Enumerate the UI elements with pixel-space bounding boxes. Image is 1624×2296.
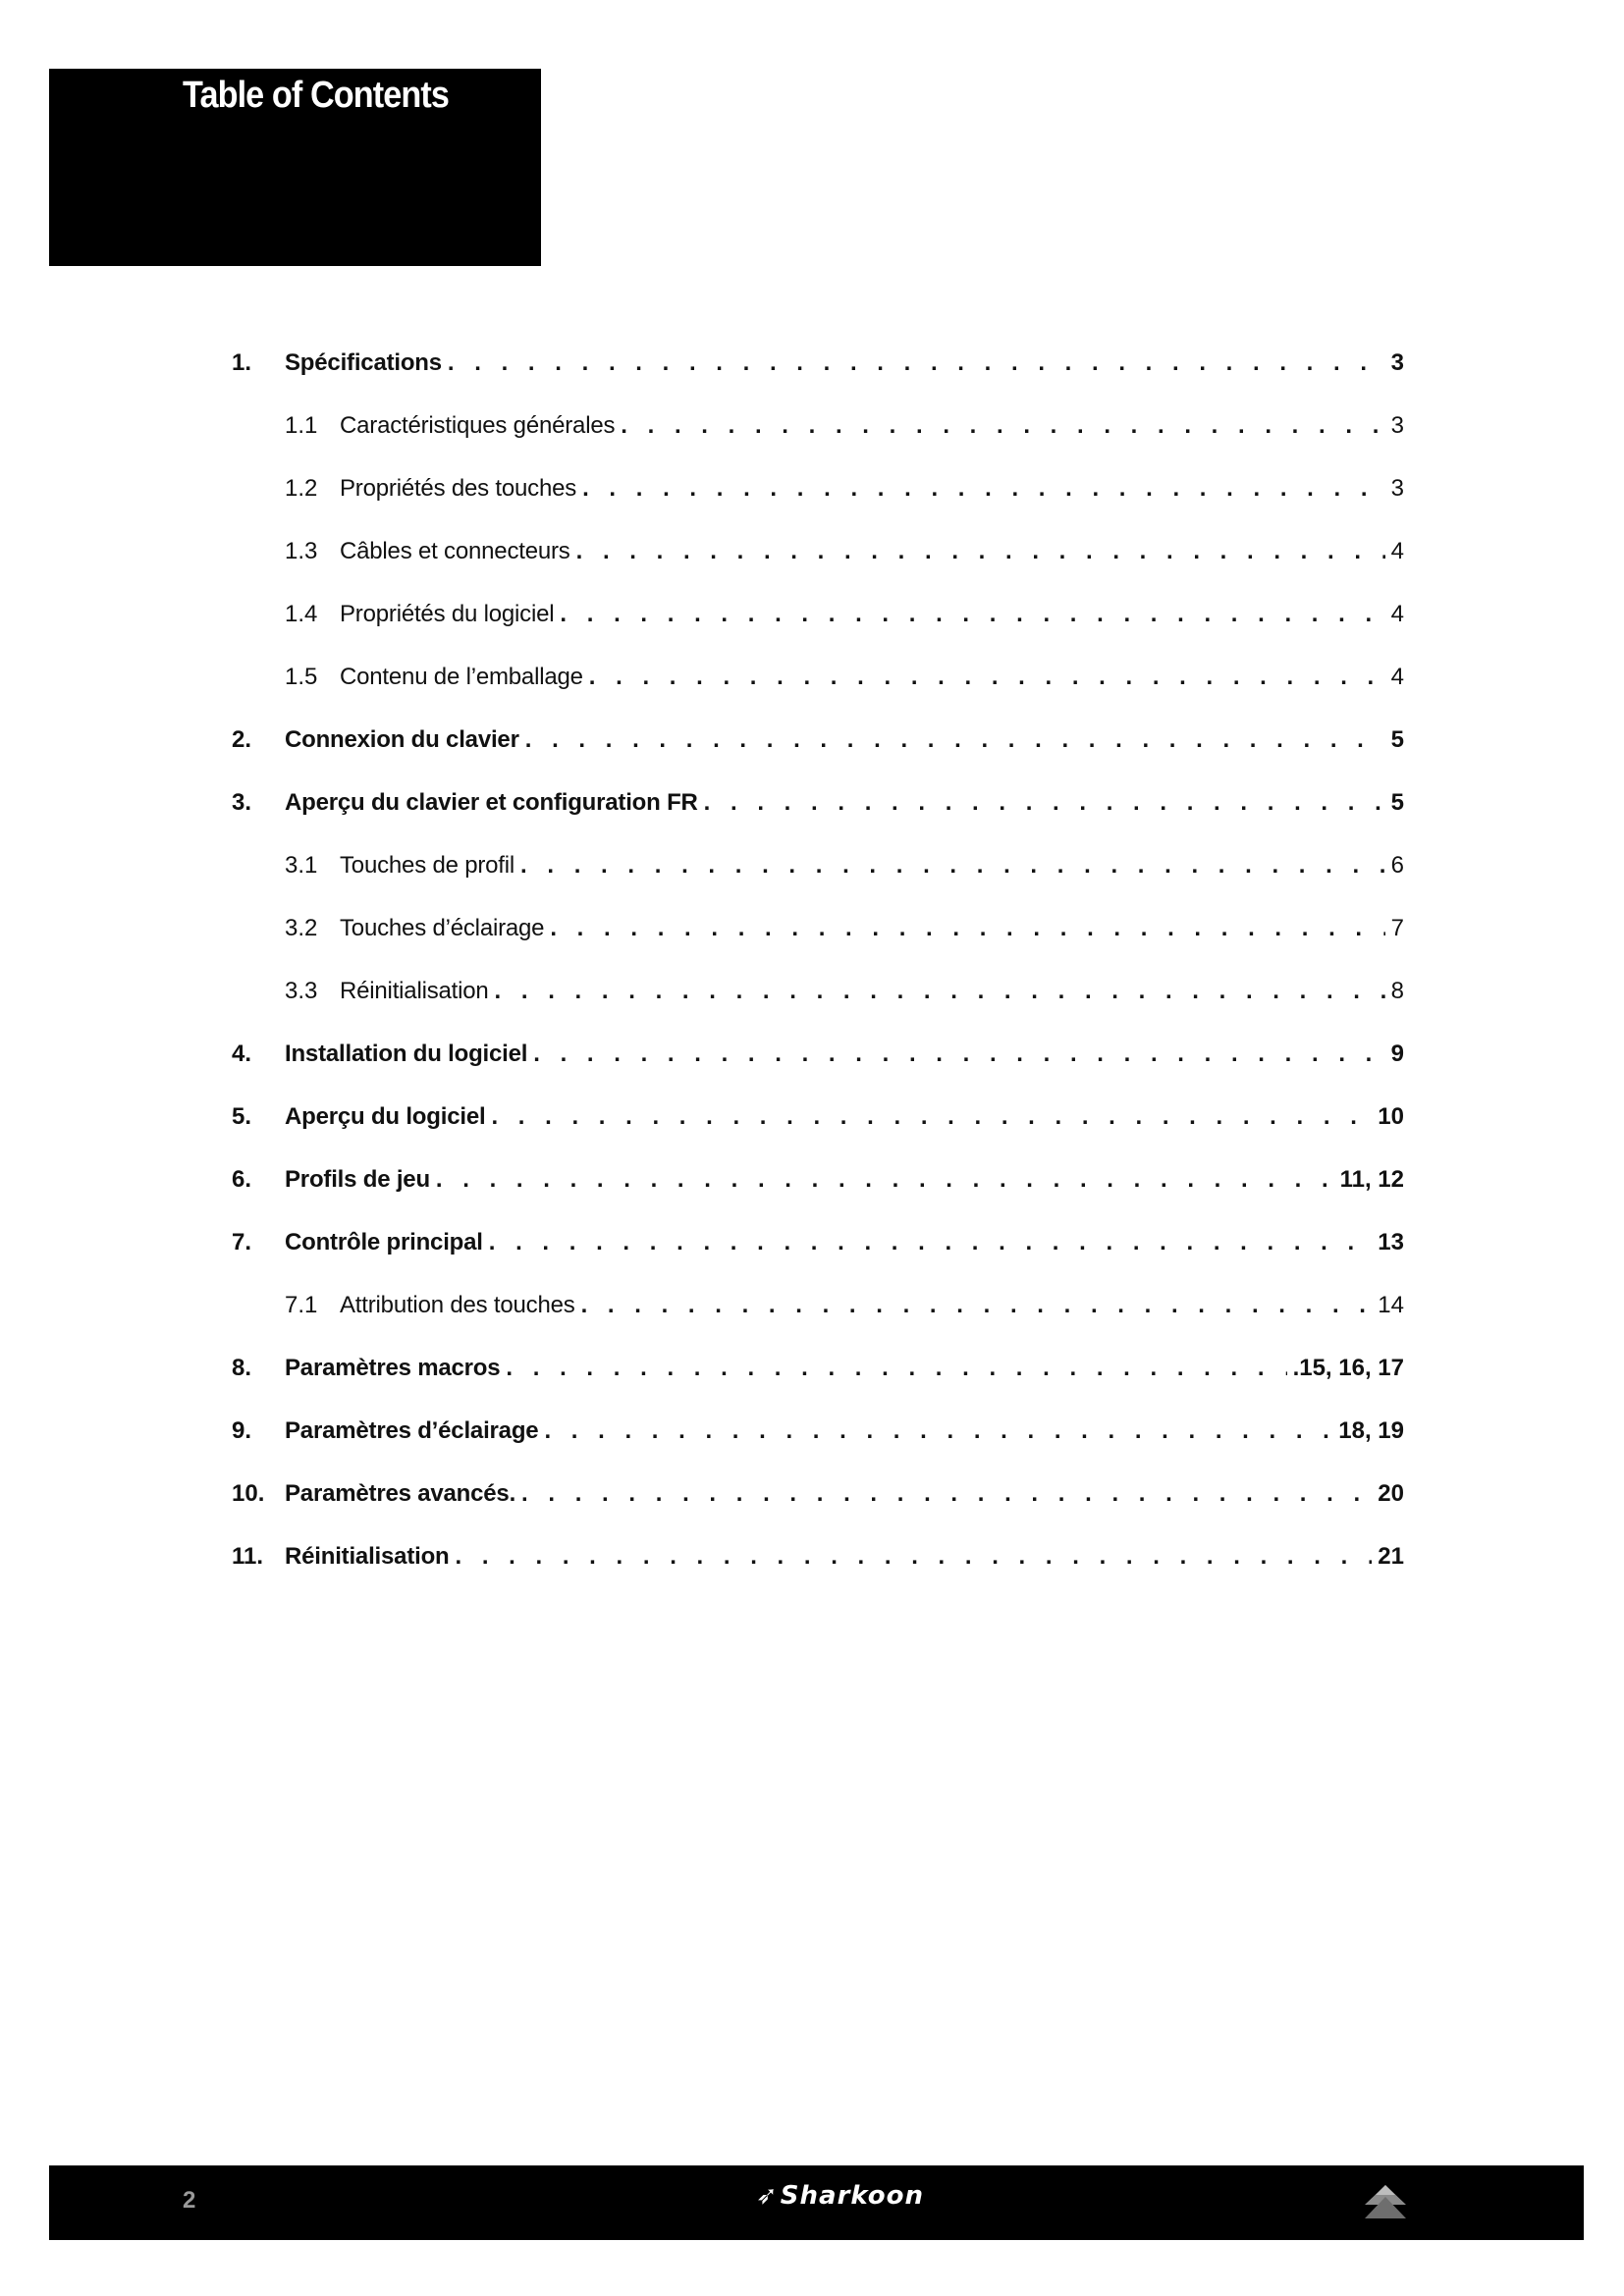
toc-leader-dots [491, 1103, 1372, 1131]
toc-entry-page: 20 [1378, 1480, 1404, 1507]
toc-entry-title: Connexion du clavier [285, 726, 519, 753]
toc-entry-number: 1.4 [285, 601, 318, 627]
toc-entry[interactable] [232, 1292, 1404, 1355]
toc-entry[interactable] [232, 1103, 1404, 1166]
toc-leader-dots [456, 1543, 1373, 1571]
toc-entry-page: 3 [1390, 475, 1404, 502]
toc-leader-dots [581, 1292, 1373, 1319]
up-arrow-icon[interactable] [1363, 2183, 1408, 2222]
toc-leader-dots [533, 1041, 1384, 1068]
toc-entry-title: Touches de profil [340, 852, 515, 879]
toc-entry-title: Câbles et connecteurs [340, 538, 570, 564]
toc-entry-title: Profils de jeu [285, 1166, 430, 1193]
toc-entry-page: 7 [1390, 915, 1404, 941]
toc-entry-number: 3.3 [285, 978, 318, 1004]
toc-entry-number: 7. [232, 1229, 252, 1255]
table-of-contents [232, 349, 1404, 1606]
toc-entry-page: 3 [1390, 349, 1404, 376]
toc-entry-page: 4 [1390, 538, 1404, 564]
toc-entry-title: Caractéristiques générales [340, 412, 616, 439]
toc-entry-page: 9 [1390, 1041, 1404, 1067]
toc-entry-page: .15, 16, 17 [1292, 1355, 1404, 1381]
toc-entry-page: 18, 19 [1338, 1417, 1404, 1444]
toc-entry[interactable] [232, 475, 1404, 538]
toc-entry-page: 14 [1378, 1292, 1404, 1318]
toc-leader-dots [436, 1166, 1334, 1194]
toc-leader-dots [495, 978, 1385, 1005]
toc-leader-dots [448, 349, 1385, 377]
toc-entry-number: 1.3 [285, 538, 318, 564]
toc-entry-title: Propriétés des touches [340, 475, 577, 502]
toc-entry-title: Installation du logiciel [285, 1041, 528, 1067]
toc-entry-page: 10 [1378, 1103, 1404, 1130]
toc-entry[interactable] [232, 601, 1404, 664]
toc-entry[interactable] [232, 726, 1404, 789]
toc-entry-number: 3.2 [285, 915, 318, 941]
toc-entry[interactable] [232, 1480, 1404, 1543]
toc-entry[interactable] [232, 349, 1404, 412]
toc-entry-title: Contenu de l’emballage [340, 664, 583, 690]
toc-entry-title: Réinitialisation [285, 1543, 450, 1570]
logo-text: Sharkoon [780, 2181, 924, 2211]
toc-leader-dots [521, 1480, 1372, 1508]
toc-leader-dots [525, 726, 1385, 754]
toc-entry-title: Spécifications [285, 349, 442, 376]
toc-entry[interactable] [232, 1355, 1404, 1417]
footer-page-number: 2 [183, 2187, 196, 2214]
toc-entry-number: 1.1 [285, 412, 318, 439]
toc-entry-title: Aperçu du clavier et configuration FR [285, 789, 698, 816]
toc-entry-page: 4 [1390, 601, 1404, 627]
toc-leader-dots [506, 1355, 1286, 1382]
toc-entry[interactable] [232, 1166, 1404, 1229]
toc-entry[interactable] [232, 852, 1404, 915]
toc-entry-page: 6 [1390, 852, 1404, 879]
toc-entry-number: 11. [232, 1543, 264, 1570]
toc-entry[interactable] [232, 1229, 1404, 1292]
toc-leader-dots [544, 1417, 1332, 1445]
toc-entry-page: 5 [1390, 789, 1404, 816]
page-title: Table of Contents [183, 75, 449, 116]
toc-leader-dots [520, 852, 1385, 880]
toc-entry-number: 10. [232, 1480, 265, 1507]
toc-entry-number: 1. [232, 349, 252, 376]
logo-swoosh-icon: ➶ [756, 2181, 779, 2211]
toc-entry-number: 3. [232, 789, 252, 816]
toc-entry-number: 6. [232, 1166, 252, 1193]
toc-entry-page: 13 [1378, 1229, 1404, 1255]
toc-leader-dots [589, 664, 1385, 691]
toc-entry[interactable] [232, 1417, 1404, 1480]
toc-entry-number: 9. [232, 1417, 252, 1444]
toc-entry[interactable] [232, 978, 1404, 1041]
toc-entry-number: 3.1 [285, 852, 318, 879]
toc-leader-dots [560, 601, 1384, 628]
toc-entry-title: Attribution des touches [340, 1292, 575, 1318]
toc-entry-page: 11, 12 [1339, 1166, 1404, 1193]
toc-entry-number: 1.2 [285, 475, 318, 502]
toc-entry-title: Paramètres d’éclairage [285, 1417, 539, 1444]
toc-entry-title: Propriétés du logiciel [340, 601, 555, 627]
toc-entry-title: Aperçu du logiciel [285, 1103, 486, 1130]
toc-entry-page: 4 [1390, 664, 1404, 690]
toc-entry[interactable] [232, 915, 1404, 978]
toc-leader-dots [550, 915, 1384, 942]
toc-entry-number: 5. [232, 1103, 252, 1130]
toc-entry-number: 4. [232, 1041, 252, 1067]
toc-entry-number: 7.1 [285, 1292, 318, 1318]
toc-leader-dots [582, 475, 1385, 503]
toc-entry-page: 8 [1390, 978, 1404, 1004]
toc-leader-dots [489, 1229, 1373, 1256]
toc-entry[interactable] [232, 412, 1404, 475]
toc-entry-number: 2. [232, 726, 252, 753]
toc-entry-page: 5 [1390, 726, 1404, 753]
toc-leader-dots [576, 538, 1385, 565]
toc-entry-page: 3 [1390, 412, 1404, 439]
toc-entry[interactable] [232, 664, 1404, 726]
toc-entry[interactable] [232, 1041, 1404, 1103]
toc-entry-title: Paramètres avancés. [285, 1480, 516, 1507]
toc-entry[interactable] [232, 789, 1404, 852]
toc-entry[interactable] [232, 1543, 1404, 1606]
brand-logo [756, 2181, 924, 2211]
toc-entry-number: 8. [232, 1355, 252, 1381]
toc-entry-title: Touches d’éclairage [340, 915, 545, 941]
toc-entry-title: Réinitialisation [340, 978, 489, 1004]
toc-leader-dots [704, 789, 1385, 817]
toc-entry-number: 1.5 [285, 664, 318, 690]
toc-entry-title: Paramètres macros [285, 1355, 501, 1381]
toc-entry[interactable] [232, 538, 1404, 601]
toc-entry-page: 21 [1378, 1543, 1404, 1570]
toc-leader-dots [621, 412, 1384, 440]
toc-entry-title: Contrôle principal [285, 1229, 483, 1255]
